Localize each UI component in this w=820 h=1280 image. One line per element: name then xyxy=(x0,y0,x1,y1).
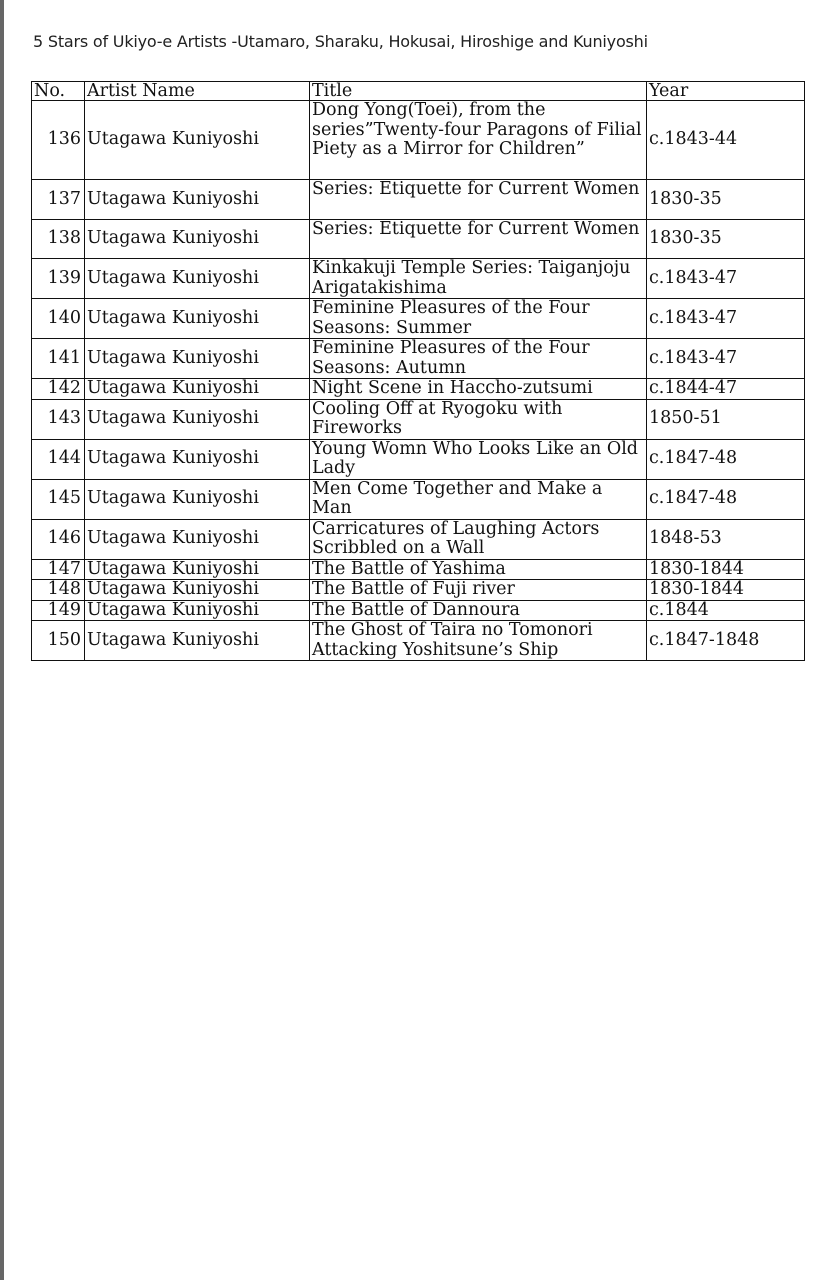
cell-no: 149 xyxy=(32,600,85,621)
artworks-table xyxy=(31,81,805,661)
cell-artist: Utagawa Kuniyoshi xyxy=(85,180,310,220)
cell-year: c.1843-47 xyxy=(647,259,805,299)
table-row xyxy=(32,220,805,259)
cell-title: Men Come Together and Make a Man xyxy=(310,479,647,519)
cell-artist: Utagawa Kuniyoshi xyxy=(85,439,310,479)
table-row xyxy=(32,180,805,220)
cell-year: c.1843-47 xyxy=(647,339,805,379)
document-heading: 5 Stars of Ukiyo-e Artists -Utamaro, Sharaku, Hokusai, Hiroshige and Kuniyoshi xyxy=(33,32,648,51)
table-row xyxy=(32,101,805,180)
cell-artist: Utagawa Kuniyoshi xyxy=(85,259,310,299)
cell-title: Dong Yong(Toei), from the series”Twenty-four Paragons of Filial Piety as a Mirror for Children” xyxy=(310,101,647,180)
cell-artist: Utagawa Kuniyoshi xyxy=(85,220,310,259)
cell-title: Young Womn Who Looks Like an Old Lady xyxy=(310,439,647,479)
table-row xyxy=(32,439,805,479)
cell-no: 148 xyxy=(32,580,85,601)
cell-title: Carricatures of Laughing Actors Scribbled on a Wall xyxy=(310,519,647,559)
cell-year: 1848-53 xyxy=(647,519,805,559)
cell-artist: Utagawa Kuniyoshi xyxy=(85,399,310,439)
cell-no: 145 xyxy=(32,479,85,519)
cell-year: c.1843-44 xyxy=(647,101,805,180)
table-header-row xyxy=(32,82,805,101)
cell-artist: Utagawa Kuniyoshi xyxy=(85,600,310,621)
cell-artist: Utagawa Kuniyoshi xyxy=(85,479,310,519)
cell-year: 1830-1844 xyxy=(647,559,805,580)
cell-no: 143 xyxy=(32,399,85,439)
cell-title: The Battle of Fuji river xyxy=(310,580,647,601)
cell-year: 1830-35 xyxy=(647,220,805,259)
cell-no: 146 xyxy=(32,519,85,559)
cell-artist: Utagawa Kuniyoshi xyxy=(85,101,310,180)
cell-no: 136 xyxy=(32,101,85,180)
table-row xyxy=(32,580,805,601)
cell-no: 150 xyxy=(32,621,85,661)
cell-year: c.1843-47 xyxy=(647,299,805,339)
cell-no: 147 xyxy=(32,559,85,580)
header-title: Title xyxy=(310,82,647,101)
cell-no: 141 xyxy=(32,339,85,379)
cell-year: 1830-35 xyxy=(647,180,805,220)
cell-no: 142 xyxy=(32,379,85,400)
cell-year: 1850-51 xyxy=(647,399,805,439)
table-row xyxy=(32,621,805,661)
table-row xyxy=(32,339,805,379)
cell-title: Feminine Pleasures of the Four Seasons: Summer xyxy=(310,299,647,339)
cell-title: The Ghost of Taira no Tomonori Attacking Yoshitsune’s Ship xyxy=(310,621,647,661)
cell-title: The Battle of Yashima xyxy=(310,559,647,580)
cell-title: The Battle of Dannoura xyxy=(310,600,647,621)
cell-title: Cooling Off at Ryogoku with Fireworks xyxy=(310,399,647,439)
table-row xyxy=(32,259,805,299)
cell-no: 137 xyxy=(32,180,85,220)
cell-title: Feminine Pleasures of the Four Seasons: Autumn xyxy=(310,339,647,379)
cell-year: c.1844 xyxy=(647,600,805,621)
cell-title: Series: Etiquette for Current Women xyxy=(310,220,647,259)
cell-artist: Utagawa Kuniyoshi xyxy=(85,379,310,400)
cell-artist: Utagawa Kuniyoshi xyxy=(85,339,310,379)
header-year: Year xyxy=(647,82,805,101)
header-artist: Artist Name xyxy=(85,82,310,101)
cell-title: Kinkakuji Temple Series: Taiganjoju Arigatakishima xyxy=(310,259,647,299)
page-edge xyxy=(0,0,4,1280)
cell-year: 1830-1844 xyxy=(647,580,805,601)
cell-artist: Utagawa Kuniyoshi xyxy=(85,519,310,559)
table-row xyxy=(32,299,805,339)
cell-artist: Utagawa Kuniyoshi xyxy=(85,299,310,339)
table-row xyxy=(32,399,805,439)
cell-no: 140 xyxy=(32,299,85,339)
table-row xyxy=(32,519,805,559)
cell-year: c.1844-47 xyxy=(647,379,805,400)
cell-artist: Utagawa Kuniyoshi xyxy=(85,580,310,601)
cell-title: Series: Etiquette for Current Women xyxy=(310,180,647,220)
table-row xyxy=(32,479,805,519)
cell-title: Night Scene in Haccho-zutsumi xyxy=(310,379,647,400)
table-row xyxy=(32,559,805,580)
cell-year: c.1847-1848 xyxy=(647,621,805,661)
cell-year: c.1847-48 xyxy=(647,479,805,519)
cell-no: 139 xyxy=(32,259,85,299)
cell-artist: Utagawa Kuniyoshi xyxy=(85,621,310,661)
cell-no: 144 xyxy=(32,439,85,479)
cell-year: c.1847-48 xyxy=(647,439,805,479)
table-row xyxy=(32,600,805,621)
cell-no: 138 xyxy=(32,220,85,259)
header-no: No. xyxy=(32,82,85,101)
cell-artist: Utagawa Kuniyoshi xyxy=(85,559,310,580)
table-row xyxy=(32,379,805,400)
